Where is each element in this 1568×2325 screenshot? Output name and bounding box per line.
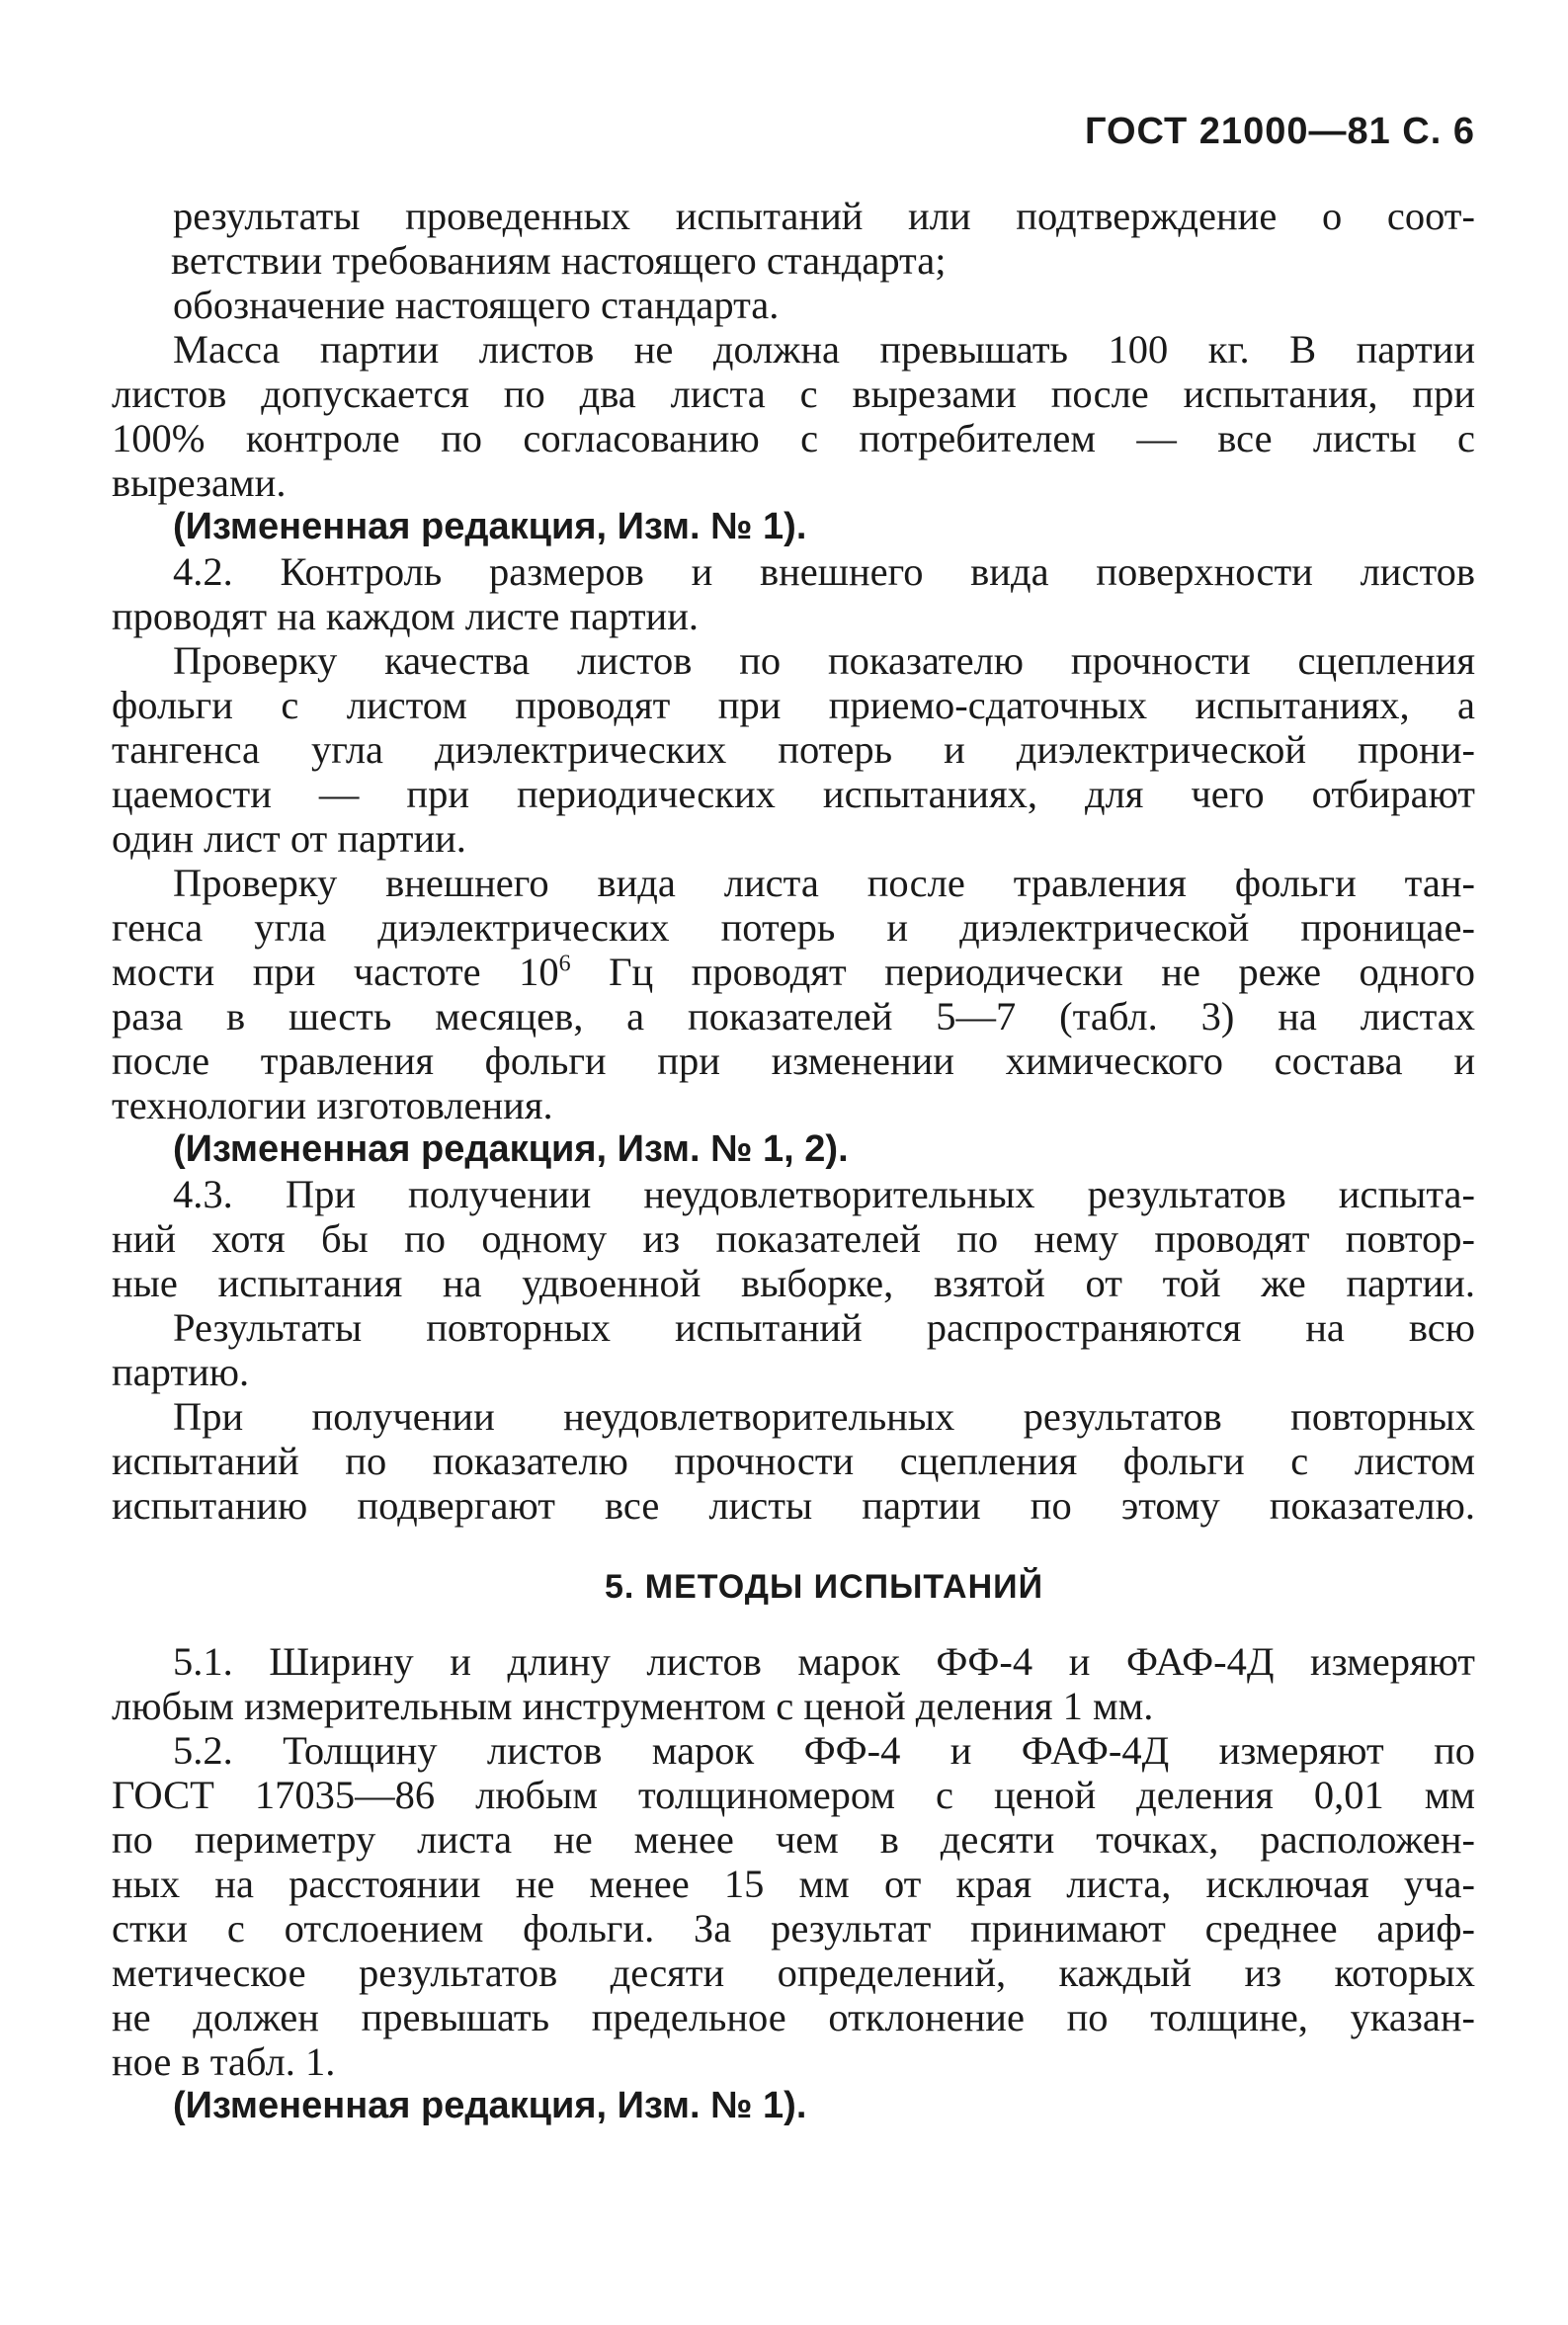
text-line: ных на расстоянии не менее 15 мм от края листа, исключая уча- [112,1862,1475,1906]
text-line: партию. [112,1350,250,1394]
running-header: ГОСТ 21000—81 С. 6 [1084,111,1475,152]
text-line: после травления фольги при изменении химического состава и [112,1038,1475,1083]
text-line: ные испытания на удвоенной выборке, взятой от той же партии. [112,1261,1475,1305]
text-line: Результаты повторных испытаний распространяются на всю [173,1305,1475,1350]
paragraph-4-2 [112,549,1475,638]
text-line: 4.3. При получении неудовлетворительных результатов испыта- [173,1172,1475,1216]
superscript-exponent: 6 [558,951,571,977]
paragraph-retest-adhesion [112,1394,1475,1528]
text-line: Масса партии листов не должна превышать 100 кг. В партии [173,327,1475,372]
text-line: ное в табл. 1. [112,2039,336,2084]
text-line: обозначение настоящего стандарта. [173,283,780,327]
paragraph-4-3 [112,1172,1475,1305]
text-line: метическое результатов десяти определений, каждый из которых [112,1951,1475,1995]
paragraph-5-1 [112,1639,1475,1728]
text-line: фольги с листом проводят при приемо-сдаточных испытаниях, а [112,683,1475,727]
paragraph-5-2 [112,1728,1475,2084]
paragraph-results [173,194,1475,283]
text-line: проводят на каждом листе партии. [112,594,699,638]
paragraph-appearance-check [112,861,1475,1127]
text-fragment: Гц проводят периодически не реже одного [570,950,1475,994]
text-line: 4.2. Контроль размеров и внешнего вида поверхности листов [173,549,1475,594]
section-heading: 5. МЕТОДЫ ИСПЫТАНИЙ [605,1568,1043,1606]
text-line: стки с отслоением фольги. За результат принимают среднее ариф- [112,1906,1475,1951]
text-line: по периметру листа не менее чем в десяти точках, расположен- [112,1817,1475,1862]
text-line: раза в шесть месяцев, а показателей 5—7 (табл. 3) на листах [112,994,1475,1038]
text-line-frequency [112,950,1475,994]
text-line: один лист от партии. [112,816,466,861]
amendment-note: (Измененная редакция, Изм. № 1). [173,2085,807,2126]
text-line: При получении неудовлетворительных результатов повторных [173,1394,1475,1439]
text-line: листов допускается по два листа с вырезами после испытания, при [112,372,1475,416]
text-line: испытаний по показателю прочности сцепления фольги с листом [112,1439,1475,1483]
text-fragment: мости при частоте 10 [112,950,559,994]
paragraph-retest-results [112,1305,1475,1394]
body-text [112,194,1475,2128]
text-line: результаты проведенных испытаний или подтверждение о соот- [173,194,1475,238]
text-line: ГОСТ 17035—86 любым толщиномером с ценой деления 0,01 мм [112,1773,1475,1817]
text-line: ний хотя бы по одному из показателей по нему проводят повтор- [112,1216,1475,1261]
amendment-note: (Измененная редакция, Изм. № 1). [173,506,807,547]
text-line: цаемости — при периодических испытаниях, для чего отбирают [112,772,1475,816]
text-line: технологии изготовления. [112,1083,553,1127]
text-line: испытанию подвергают все листы партии по этому показателю. [112,1483,1475,1528]
amendment-note: (Измененная редакция, Изм. № 1, 2). [173,1128,849,1170]
text-line: 5.2. Толщину листов марок ФФ-4 и ФАФ-4Д измеряют по [173,1728,1475,1773]
text-line: 100% контроле по согласованию с потребителем — все листы с [112,416,1475,460]
text-line: не должен превышать предельное отклонение по толщине, указан- [112,1995,1475,2039]
text-line: тангенса угла диэлектрических потерь и диэлектрической прони- [112,727,1475,772]
text-line: ветствии требованиям настоящего стандарта; [171,238,947,283]
text-line: вырезами. [112,460,287,505]
text-line: Проверку внешнего вида листа после травления фольги тан- [173,861,1475,905]
text-line: Проверку качества листов по показателю прочности сцепления [173,638,1475,683]
paragraph-designation [173,283,1475,327]
text-line: генса угла диэлектрических потерь и диэлектрической проницае- [112,905,1475,950]
paragraph-quality-check [112,638,1475,861]
text-line: любым измерительным инструментом с ценой деления 1 мм. [112,1684,1154,1728]
text-line: 5.1. Ширину и длину листов марок ФФ-4 и ФАФ-4Д измеряют [173,1639,1475,1684]
paragraph-batch-mass [112,327,1475,505]
